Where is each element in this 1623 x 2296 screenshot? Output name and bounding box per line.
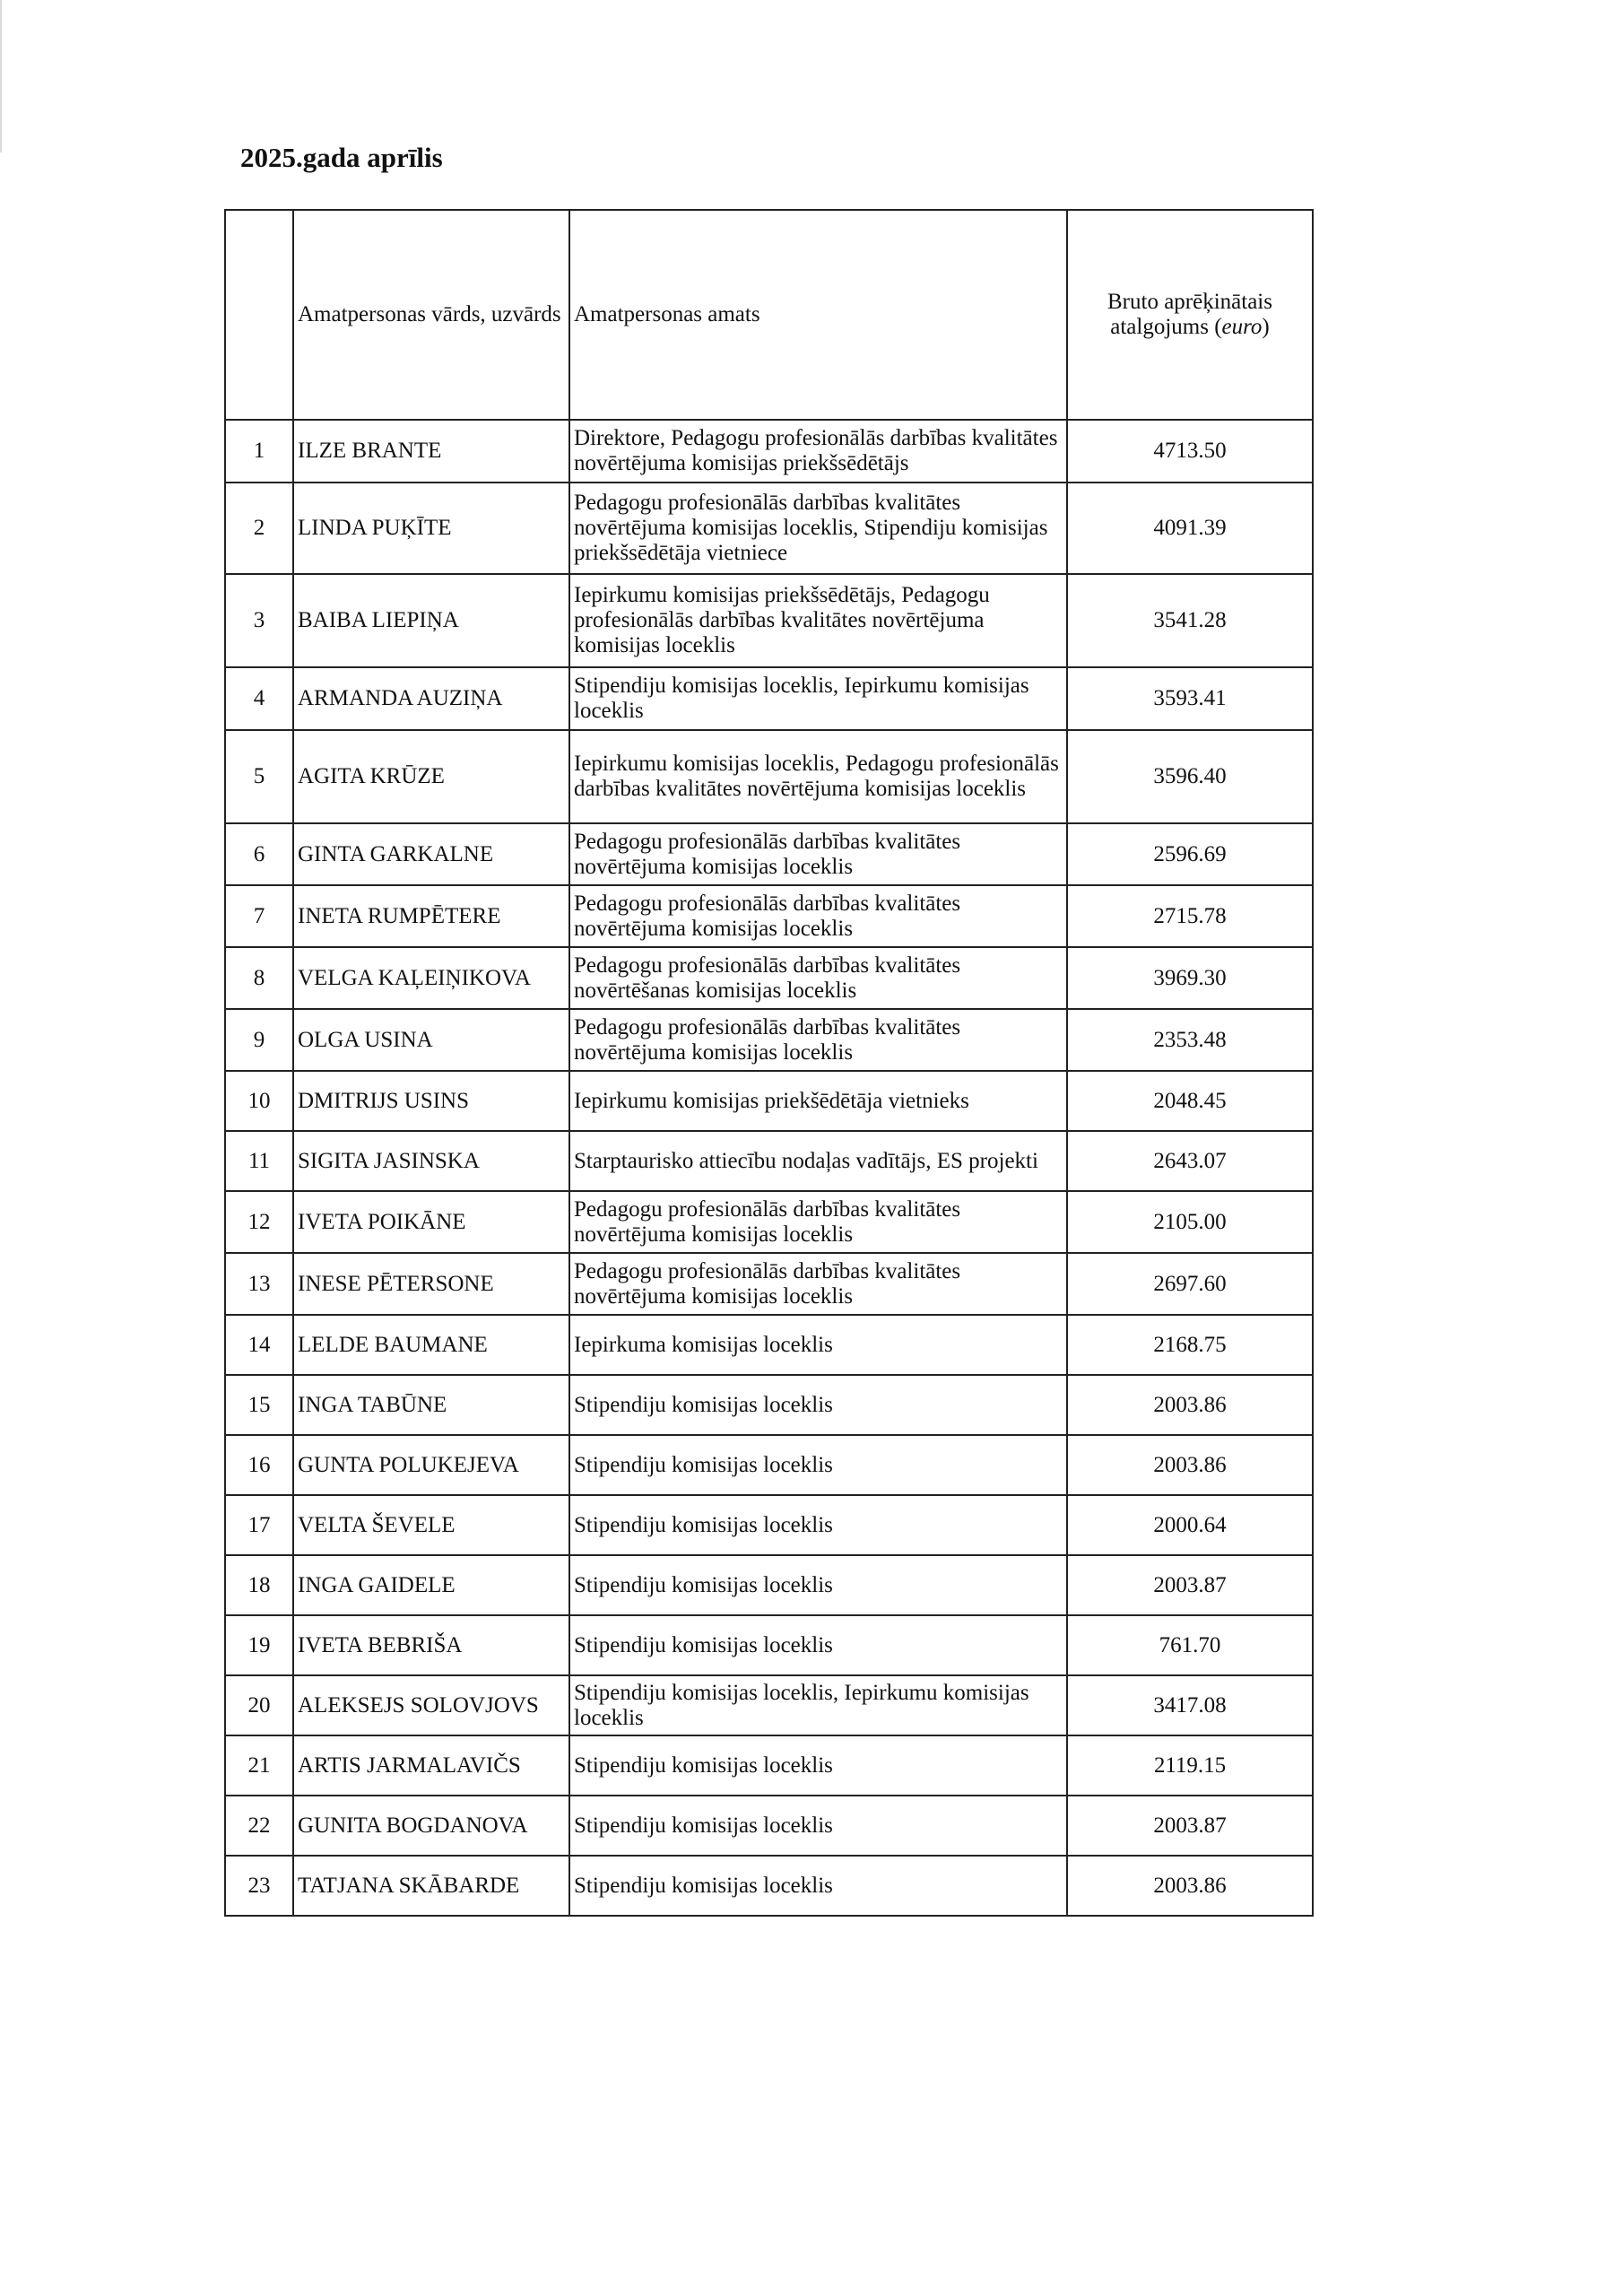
table-row <box>225 1735 1313 1796</box>
table-row <box>225 1435 1313 1495</box>
row-salary: 2105.00 <box>1067 1191 1313 1253</box>
row-name: GINTA GARKALNE <box>293 823 569 885</box>
row-number: 23 <box>225 1856 293 1916</box>
row-number: 8 <box>225 947 293 1009</box>
row-position: Direktore, Pedagogu profesionālās darbības kvalitātes novērtējuma komisijas priekšsēdētājs <box>569 420 1067 483</box>
row-salary: 3541.28 <box>1067 574 1313 667</box>
table-row <box>225 1315 1313 1375</box>
table-row <box>225 574 1313 667</box>
row-salary: 2596.69 <box>1067 823 1313 885</box>
row-name: INETA RUMPĒTERE <box>293 885 569 947</box>
table-row <box>225 483 1313 574</box>
row-name: TATJANA SKĀBARDE <box>293 1856 569 1916</box>
row-position: Stipendiju komisijas loceklis <box>569 1735 1067 1796</box>
row-number: 4 <box>225 667 293 730</box>
row-position: Pedagogu profesionālās darbības kvalitātes novērtējuma komisijas loceklis <box>569 1253 1067 1315</box>
row-position: Iepirkumu komisijas priekšēdētāja vietnieks <box>569 1071 1067 1131</box>
table-row <box>225 1253 1313 1315</box>
row-number: 10 <box>225 1071 293 1131</box>
row-name: IVETA BEBRIŠA <box>293 1615 569 1675</box>
row-salary: 2168.75 <box>1067 1315 1313 1375</box>
row-name: OLGA USINA <box>293 1009 569 1071</box>
table-row <box>225 1555 1313 1615</box>
row-position: Starptaurisko attiecību nodaļas vadītājs, ES projekti <box>569 1131 1067 1191</box>
row-position: Stipendiju komisijas loceklis, Iepirkumu komisijas loceklis <box>569 667 1067 730</box>
row-salary: 2003.86 <box>1067 1856 1313 1916</box>
row-name: ILZE BRANTE <box>293 420 569 483</box>
row-number: 22 <box>225 1796 293 1856</box>
row-salary: 2000.64 <box>1067 1495 1313 1555</box>
row-salary: 3593.41 <box>1067 667 1313 730</box>
table-row <box>225 1375 1313 1435</box>
table-row <box>225 667 1313 730</box>
row-name: ARMANDA AUZIŅA <box>293 667 569 730</box>
row-salary: 4091.39 <box>1067 483 1313 574</box>
row-name: INGA TABŪNE <box>293 1375 569 1435</box>
row-position: Pedagogu profesionālās darbības kvalitātes novērtējuma komisijas loceklis <box>569 823 1067 885</box>
row-salary: 2715.78 <box>1067 885 1313 947</box>
row-name: VELGA KAĻEIŅIKOVA <box>293 947 569 1009</box>
table-row <box>225 420 1313 483</box>
row-salary: 2353.48 <box>1067 1009 1313 1071</box>
row-number: 2 <box>225 483 293 574</box>
row-salary: 2003.86 <box>1067 1435 1313 1495</box>
row-name: ARTIS JARMALAVIČS <box>293 1735 569 1796</box>
row-salary: 3596.40 <box>1067 730 1313 823</box>
header-salary-tail: ) <box>1262 315 1270 339</box>
row-name: IVETA POIKĀNE <box>293 1191 569 1253</box>
header-salary-unit: euro <box>1221 315 1263 339</box>
row-name: BAIBA LIEPIŅA <box>293 574 569 667</box>
salary-table-wrapper <box>224 209 1314 1917</box>
row-number: 13 <box>225 1253 293 1315</box>
row-number: 14 <box>225 1315 293 1375</box>
header-name: Amatpersonas vārds, uzvārds <box>293 210 569 420</box>
row-position: Pedagogu profesionālās darbības kvalitātes novērtējuma komisijas loceklis <box>569 885 1067 947</box>
row-salary: 2048.45 <box>1067 1071 1313 1131</box>
row-name: ALEKSEJS SOLOVJOVS <box>293 1675 569 1735</box>
row-salary: 2003.87 <box>1067 1555 1313 1615</box>
row-position: Pedagogu profesionālās darbības kvalitātes novērtējuma komisijas loceklis <box>569 1009 1067 1071</box>
row-position: Stipendiju komisijas loceklis <box>569 1375 1067 1435</box>
row-name: SIGITA JASINSKA <box>293 1131 569 1191</box>
row-number: 18 <box>225 1555 293 1615</box>
table-row <box>225 1615 1313 1675</box>
table-row <box>225 823 1313 885</box>
row-number: 15 <box>225 1375 293 1435</box>
table-row <box>225 947 1313 1009</box>
row-number: 12 <box>225 1191 293 1253</box>
row-name: VELTA ŠEVELE <box>293 1495 569 1555</box>
header-salary-main: Bruto aprēķinātais atalgojums ( <box>1107 290 1272 339</box>
row-number: 19 <box>225 1615 293 1675</box>
row-position: Pedagogu profesionālās darbības kvalitātes novērtējuma komisijas loceklis <box>569 1191 1067 1253</box>
table-row <box>225 1131 1313 1191</box>
row-name: INGA GAIDELE <box>293 1555 569 1615</box>
row-salary: 4713.50 <box>1067 420 1313 483</box>
row-salary: 761.70 <box>1067 1615 1313 1675</box>
row-number: 6 <box>225 823 293 885</box>
row-position: Stipendiju komisijas loceklis, Iepirkumu komisijas loceklis <box>569 1675 1067 1735</box>
row-name: AGITA KRŪZE <box>293 730 569 823</box>
header-salary <box>1067 210 1313 420</box>
row-number: 7 <box>225 885 293 947</box>
table-row <box>225 730 1313 823</box>
scan-edge-mark <box>0 0 2 152</box>
row-salary: 3417.08 <box>1067 1675 1313 1735</box>
row-name: GUNTA POLUKEJEVA <box>293 1435 569 1495</box>
row-number: 11 <box>225 1131 293 1191</box>
table-header-row <box>225 210 1313 420</box>
row-position: Pedagogu profesionālās darbības kvalitātes novērtējuma komisijas loceklis, Stipendiju komisijas priekšsēdētāja vietniece <box>569 483 1067 574</box>
row-salary: 2003.86 <box>1067 1375 1313 1435</box>
table-row <box>225 1856 1313 1916</box>
row-position: Stipendiju komisijas loceklis <box>569 1435 1067 1495</box>
row-name: LELDE BAUMANE <box>293 1315 569 1375</box>
row-salary: 2119.15 <box>1067 1735 1313 1796</box>
row-position: Iepirkuma komisijas loceklis <box>569 1315 1067 1375</box>
row-salary: 2697.60 <box>1067 1253 1313 1315</box>
row-position: Iepirkumu komisijas priekšsēdētājs, Pedagogu profesionālās darbības kvalitātes novērtējuma komisijas loceklis <box>569 574 1067 667</box>
table-row <box>225 1675 1313 1735</box>
row-number: 17 <box>225 1495 293 1555</box>
row-position: Pedagogu profesionālās darbības kvalitātes novērtēšanas komisijas loceklis <box>569 947 1067 1009</box>
row-name: INESE PĒTERSONE <box>293 1253 569 1315</box>
row-number: 1 <box>225 420 293 483</box>
table-row <box>225 1796 1313 1856</box>
row-position: Stipendiju komisijas loceklis <box>569 1495 1067 1555</box>
row-position: Stipendiju komisijas loceklis <box>569 1796 1067 1856</box>
salary-table <box>224 209 1314 1917</box>
row-name: GUNITA BOGDANOVA <box>293 1796 569 1856</box>
row-number: 9 <box>225 1009 293 1071</box>
row-name: LINDA PUĶĪTE <box>293 483 569 574</box>
row-number: 20 <box>225 1675 293 1735</box>
table-row <box>225 1495 1313 1555</box>
row-number: 21 <box>225 1735 293 1796</box>
table-row <box>225 1071 1313 1131</box>
row-name: DMITRIJS USINS <box>293 1071 569 1131</box>
table-row <box>225 885 1313 947</box>
row-position: Stipendiju komisijas loceklis <box>569 1856 1067 1916</box>
header-number <box>225 210 293 420</box>
row-salary: 2003.87 <box>1067 1796 1313 1856</box>
table-row <box>225 1191 1313 1253</box>
header-position: Amatpersonas amats <box>569 210 1067 420</box>
row-salary: 2643.07 <box>1067 1131 1313 1191</box>
row-number: 16 <box>225 1435 293 1495</box>
row-position: Stipendiju komisijas loceklis <box>569 1615 1067 1675</box>
row-position: Stipendiju komisijas loceklis <box>569 1555 1067 1615</box>
row-number: 3 <box>225 574 293 667</box>
page-title: 2025.gada aprīlis <box>240 142 443 173</box>
row-position: Iepirkumu komisijas loceklis, Pedagogu profesionālās darbības kvalitātes novērtējuma komisijas loceklis <box>569 730 1067 823</box>
row-number: 5 <box>225 730 293 823</box>
row-salary: 3969.30 <box>1067 947 1313 1009</box>
table-row <box>225 1009 1313 1071</box>
